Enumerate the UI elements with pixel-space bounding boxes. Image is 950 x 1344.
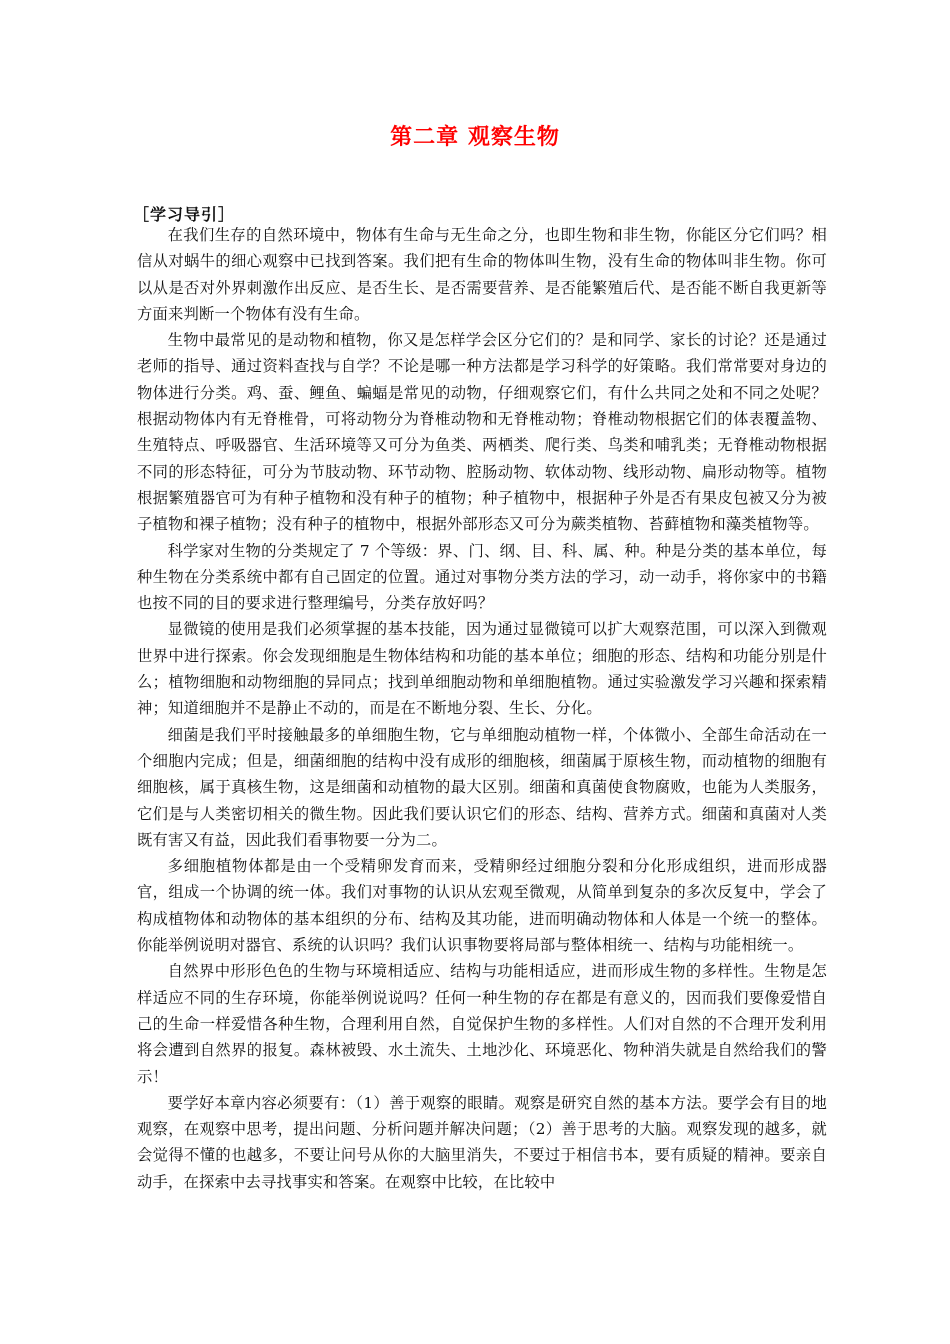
paragraph: 生物中最常见的是动物和植物，你又是怎样学会区分它们的？是和同学、家长的讨论？还是通过老师的指导、通过资料查找与自学？不论是哪一种方法都是学习科学的好策略。我们常常要对身边的物体进行分类。鸡、蚕、鲤鱼、蝙蝠是常见的动物，仔细观察它们，有什么共同之处和不同之处呢？根据动物体内有无脊椎骨，可将动物分为脊椎动物和无脊椎动物；脊椎动物根据它们的体表覆盖物、生殖特点、呼吸器官、生活环境等又可分为鱼类、两栖类、爬行类、鸟类和哺乳类；无脊椎动物根据不同的形态特征，可分为节肢动物、环节动物、腔肠动物、软体动物、线形动物、扁形动物等。植物根据繁殖器官可为有种子植物和没有种子的植物；种子植物中，根据种子外是否有果皮包被又分为被子植物和裸子植物；没有种子的植物中，根据外部形态又可分为蕨类植物、苔藓植物和藻类植物等。	[137, 331, 827, 534]
body-text	[137, 222, 827, 1195]
chapter-title: 第二章 观察生物	[390, 125, 560, 150]
paragraph: 细菌是我们平时接触最多的单细胞生物，它与单细胞动植物一样，个体微小、全部生命活动在一个细胞内完成；但是，细菌细胞的结构中没有成形的细胞核，细菌属于原核生物，而动植物的细胞有细胞核，属于真核生物，这是细菌和动植物的最大区别。细菌和真菌使食物腐败，也能为人类服务，它们是与人类密切相关的微生物。因此我们要认识它们的形态、结构、营养方式。细菌和真菌对人类既有害又有益，因此我们看事物要一分为二。	[137, 725, 827, 849]
section-heading: ［学习导引］	[133, 205, 236, 224]
paragraph: 科学家对生物的分类规定了 7 个等级：界、门、纲、目、科、属、种。种是分类的基本单位，每种生物在分类系统中都有自己固定的位置。通过对事物分类方法的学习，动一动手，将你家中的书籍也按不同的目的要求进行整理编号，分类存放好吗？	[137, 541, 827, 613]
paragraph: 显微镜的使用是我们必须掌握的基本技能，因为通过显微镜可以扩大观察范围，可以深入到微观世界中进行探索。你会发现细胞是生物体结构和功能的基本单位；细胞的形态、结构和功能分别是什么；植物细胞和动物细胞的异同点；找到单细胞动物和单细胞植物。通过实验激发学习兴趣和探索精神；知道细胞并不是静止不动的，而是在不断地分裂、生长、分化。	[137, 620, 827, 718]
paragraph: 要学好本章内容必须要有：（1）善于观察的眼睛。观察是研究自然的基本方法。要学会有目的地观察，在观察中思考，提出问题、分析问题并解决问题；（2）善于思考的大脑。观察发现的越多，就会觉得不懂的也越多，不要让问号从你的大脑里消失，不要过于相信书本，要有质疑的精神。要亲自动手，在探索中去寻找事实和答案。在观察中比较，在比较中	[137, 1093, 827, 1191]
paragraph: 在我们生存的自然环境中，物体有生命与无生命之分，也即生物和非生物，你能区分它们吗？相信从对蜗牛的细心观察中已找到答案。我们把有生命的物体叫生物，没有生命的物体叫非生物。你可以从是否对外界刺激作出反应、是否生长、是否需要营养、是否能繁殖后代、是否能不断自我更新等方面来判断一个物体有没有生命。	[137, 226, 827, 323]
paragraph: 自然界中形形色色的生物与环境相适应、结构与功能相适应，进而形成生物的多样性。生物是怎样适应不同的生存环境，你能举例说说吗？任何一种生物的存在都是有意义的，因而我们要像爱惜自己的生命一样爱惜各种生物，合理利用自然，自觉保护生物的多样性。人们对自然的不合理开发利用将会遭到自然界的报复。森林被毁、水土流失、土地沙化、环境恶化、物种消失就是自然给我们的警示！	[137, 962, 827, 1086]
paragraph: 多细胞植物体都是由一个受精卵发育而来，受精卵经过细胞分裂和分化形成组织，进而形成器官，组成一个协调的统一体。我们对事物的认识从宏观至微观，从简单到复杂的多次反复中，学会了构成植物体和动物体的基本组织的分布、结构及其功能，进而明确动物体和人体是一个统一的整体。你能举例说明对器官、系统的认识吗？我们认识事物要将局部与整体相统一、结构与功能相统一。	[137, 857, 827, 955]
